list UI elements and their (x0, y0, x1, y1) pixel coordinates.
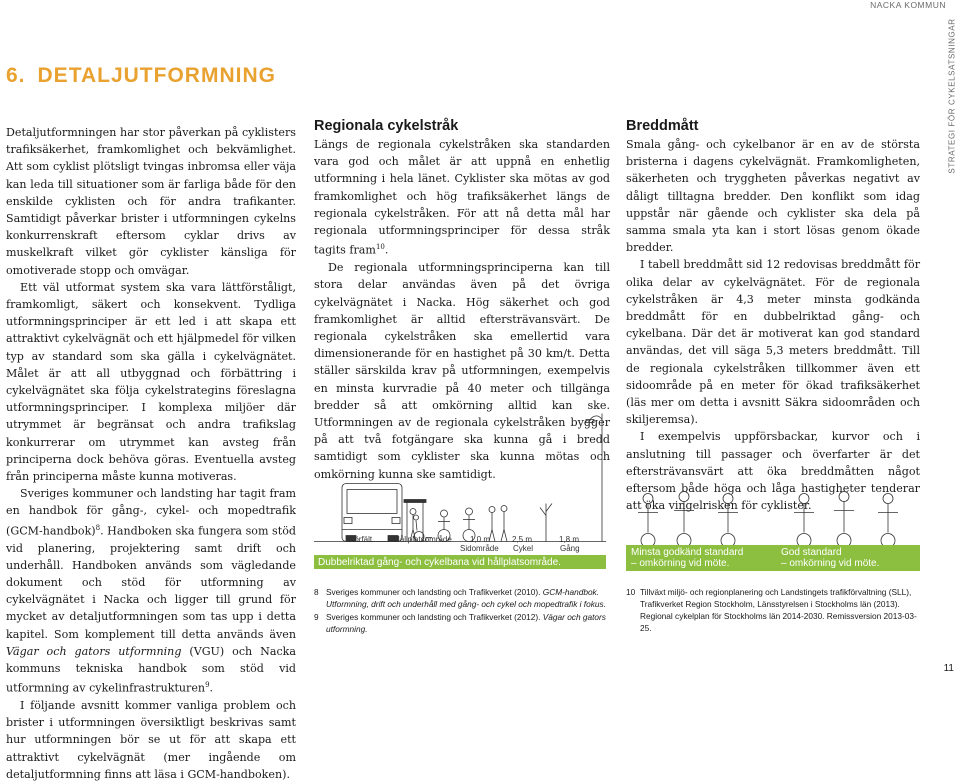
footnote-8: 8 Sveriges kommuner och landsting och Trafikverket (2010). GCM-handbok. Utformning, drift och underhåll med gång- och cykel och mopedtrafik i fokus. (314, 587, 606, 609)
section-heading-widths: Breddmått (626, 118, 699, 134)
intro-paragraph-2: Ett väl utformat system ska vara lättförståligt, framkomligt, säkert och konsekvent. Tydliga utformningsprinciper är ett led i att skapa ett attraktivt cykelvägnät och ett hjälpmedel för vilken typ av standard som ska gälla i cykelvägnätet. Målet är att all utbyggnad och förbättring i cykelvägnätet ska följa cykelstrategins föreslagna utformningsprinciper. I komplexa miljöer där utrymmet är begränsat och andra trafikslag konkurrerar om utrymmet kan avsteg från principerna dock behöva göras. Eventuella avsteg från principerna måste kunna motiveras. (6, 280, 296, 484)
footnote-ref-9[interactable]: 9 (205, 681, 210, 690)
widths-paragraph-3: I exempelvis uppförsbackar, kurvor och i anslutning till passager och överfarter är det eftersträvansvärt att öka breddmåtten något eftersom både höga och låga hastigheter tenderar att öka vingelrisken för cyklister. (626, 430, 920, 513)
dim-lane-label: Körfält (349, 535, 373, 544)
caption-good-standard: God standard – omkörning vid möte. (781, 547, 880, 569)
footnote-10: 10 Tillväxt miljö- och regionplanering och Landstingets trafikförvaltning (SLL), Trafikverket Region Stockholm, Länsstyrelsen i Stockholms län (2013). Regional cykelplan för Stockholms län 2014-2030. Remissversion 2013-03-25. (626, 587, 917, 633)
column-intro (6, 124, 296, 783)
dim-cycle-width: 2,5 m (512, 535, 533, 544)
widths-paragraph-1: Smala gång- och cykelbanor är en av de största bristerna i dagens cykelvägnät. Framkomligheten, säkerheten och tryggheten påverkas negativt av dåligt tilltagna bredder. Den konflikt som idag uppstår när gående och cyklister ska dela på samma smala yta kan i stort lösas genom ökade bredder. (626, 138, 920, 255)
dim-side-width: 1,0 m (470, 535, 491, 544)
document-brand: NACKA KOMMUN (870, 0, 946, 10)
dim-side-label: Sidområde (460, 544, 499, 553)
cross-section-dimensions (314, 533, 606, 555)
regional-paragraph-1: Längs de regionala cykelstråken ska standarden vara god och målet är att uppnå en enhetlig utformning i hela länet. Cyklister ska mötas av god framkomlighet och hög trafiksäkerhet längs de regionala cykelstråken. För att nå detta mål har regionala utformningsprinciper för dessa stråk tagits fram$^{10}$. (314, 138, 610, 257)
chapter-number: 6. (6, 64, 26, 87)
footnote-ref-8[interactable]: 8 (95, 523, 101, 532)
page-number: 11 (943, 663, 954, 674)
intro-paragraph-3: Sveriges kommuner och landsting har tagit fram en handbok för gång-, cykel- och mopedtrafik (GCM-handbok)$^8$. Handboken ska fungera som stöd vid planering, projektering samt drift och underhåll. Handboken används som vägledande dokument och stöd för utformning av cykelvägnätet i Nacka och ligger till grund för mycket av detaljutformningen som tas upp i detta kapitel. Som komplement till detta används även Vägar och gators utformning (VGU) och Nacka kommuns tekniska handbok som stöd vid utformning av cykelinfrastrukturen$^9$. (6, 487, 296, 695)
intro-paragraph-1: Detaljutformningen har stor påverkan på cyklisters trafiksäkerhet, framkomlighet och bekvämlighet. Att som cyklist plötsligt tvingas inbromsa eller väja kan leda till situationer som är farliga både för den enskilde cyklisten och för andra trafikanter. Samtidigt påverkar brister i utformningen cykelns konkurrenskraft eftersom cyklar drivs av muskelkraft vilket gör cyklister känsliga för omotiverade stopp och omvägar. (6, 126, 296, 277)
cyclist-figure (638, 494, 658, 548)
regional-paragraph-2: De regionala utformningsprinciperna kan till stora delar användas även på det övriga cykelvägnätet i Nacka. Hög säkerhet och god framkomlighet är alltid eftersträvansvärt. De regionala cykelstråken ska emellertid vara dimensionerande för en hastighet på 30 km/t. Detta ställer särskilda krav på utformningen, exempelvis en minsta kurvradie på 40 meter och tillgänga bredder så att omkörning alltid kan ske. Utformningen av de regionala cykelstråken bygger på att två fotgängare ska kunna gå i bredd samtidigt som cyklister ska kunna mötas och omkörning kunna ske samtidigt. (314, 261, 610, 481)
dim-walk-width: 1,8 m (559, 535, 580, 544)
cyclists-width-illustration (626, 440, 920, 558)
chapter-name: DETALJUTFORMNING (37, 64, 276, 87)
dim-walk-label: Gång (560, 544, 580, 553)
chapter-title (6, 64, 276, 88)
widths-paragraph-2: I tabell breddmått sid 12 redovisas breddmått för olika delar av cykelvägnätet. För de regionala cykelstråken är 4,3 meter minsta godkända breddmått för en dubbelriktad gång- och cykelbana. Där det är motiverat kan god standard användas, det vill säga 5,3 meters breddmått. Till de regionala cykelstråken tillkommer även ett sidoområde på en meter för ökad trafiksäkerhet (läs mer om detta i avsnitt Säkra sidoområden och skiljeremsa). (626, 258, 920, 427)
caption-minimum-standard: Minsta godkänd standard – omkörning vid möte. (631, 547, 744, 569)
side-section-label: STRATEGI FÖR CYKELSATSNINGAR (947, 18, 957, 174)
footnote-ref-10[interactable]: 10 (375, 243, 385, 252)
section-heading-regional: Regionala cykelstråk (314, 118, 459, 134)
figure-caption-widths (626, 545, 920, 571)
footnote-9: 9 Sveriges kommuner och landsting och Trafikverket (2012). Vägar och gators utformning. (314, 612, 606, 634)
intro-paragraph-4: I följande avsnitt kommer vanliga problem och brister i utformningen översiktligt beskrivas samt hur utformningen bör se ut för att skapa ett attraktivt cykelvägnät (mer ingående om detaljutformning finns att läsa i GCM-handboken). (6, 699, 296, 781)
dim-cycle-label: Cykel (513, 544, 534, 553)
figure-caption-bus-stop: Dubbelriktad gång- och cykelbana vid hållplatsområde. (314, 555, 606, 569)
dim-stop-area-label: Hållplatsområde (394, 535, 452, 544)
